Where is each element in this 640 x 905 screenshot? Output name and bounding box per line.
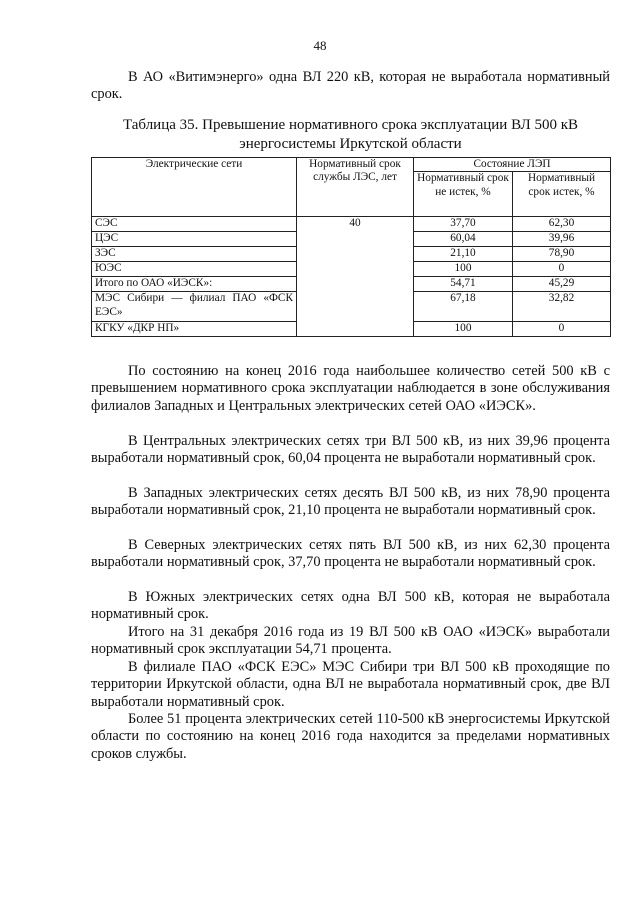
service-life-value: 40	[297, 217, 414, 337]
body-paragraph: В Южных электрических сетях одна ВЛ 500 кВ, которая не выработала нормативный срок.	[91, 589, 610, 623]
row-name: Итого по ОАО «ИЭСК»:	[92, 277, 297, 292]
data-table	[91, 157, 611, 337]
row-not-expired: 60,04	[414, 232, 513, 247]
row-name: МЭС Сибири — филиал ПАО «ФСК ЕЭС»	[92, 292, 297, 322]
row-not-expired: 67,18	[414, 292, 513, 322]
body-paragraph: В Северных электрических сетях пять ВЛ 500 кВ, из них 62,30 процента выработали нормативный срок, 37,70 процента не выработали нормативный срок.	[91, 537, 610, 571]
row-not-expired: 100	[414, 262, 513, 277]
row-expired: 0	[513, 322, 611, 337]
row-not-expired: 21,10	[414, 247, 513, 262]
row-name: ЗЭС	[92, 247, 297, 262]
table-title: Таблица 35. Превышение нормативного срока эксплуатации ВЛ 500 кВ энергосистемы Иркутской области	[122, 117, 578, 152]
body-paragraph: В филиале ПАО «ФСК ЕЭС» МЭС Сибири три ВЛ 500 кВ проходящие по территории Иркутской области, одна ВЛ не выработала нормативный срок, две ВЛ выработали нормативный срок.	[91, 659, 610, 710]
body-paragraph: В Центральных электрических сетях три ВЛ 500 кВ, из них 39,96 процента выработали нормативный срок, 60,04 процента не выработали нормативный срок.	[91, 433, 610, 467]
row-expired: 39,96	[513, 232, 611, 247]
row-name: КГКУ «ДКР НП»	[92, 322, 297, 337]
header-networks: Электрические сети	[92, 158, 297, 217]
body-paragraph: Итого на 31 декабря 2016 года из 19 ВЛ 500 кВ ОАО «ИЭСК» выработали нормативный срок эксплуатации 54,71 процента.	[91, 624, 610, 658]
page-number: 48	[313, 38, 327, 53]
table-row	[92, 217, 611, 232]
header-not-expired: Нормативный срок не истек, %	[414, 172, 513, 217]
row-name: СЭС	[92, 217, 297, 232]
body-paragraph: По состоянию на конец 2016 года наибольшее количество сетей 500 кВ с превышением нормативного срока эксплуатации наблюдается в зоне обслуживания филиалов Западных и Центральных электрических сетей ОАО «ИЭСК».	[91, 363, 610, 414]
body-paragraph: В Западных электрических сетях десять ВЛ 500 кВ, из них 78,90 процента выработали нормативный срок, 21,10 процента не выработали нормативный срок.	[91, 485, 610, 519]
row-expired: 45,29	[513, 277, 611, 292]
row-not-expired: 54,71	[414, 277, 513, 292]
intro-paragraph: В АО «Витимэнерго» одна ВЛ 220 кВ, которая не выработала нормативный срок.	[91, 69, 610, 103]
header-state: Состояние ЛЭП	[414, 158, 611, 172]
row-expired: 0	[513, 262, 611, 277]
header-expired: Нормативный срок истек, %	[513, 172, 611, 217]
row-name: ЦЭС	[92, 232, 297, 247]
body-paragraph: Более 51 процента электрических сетей 110-500 кВ энергосистемы Иркутской области по состоянию на конец 2016 года находится за пределами нормативных сроков службы.	[91, 711, 610, 762]
row-name: ЮЭС	[92, 262, 297, 277]
row-not-expired: 37,70	[414, 217, 513, 232]
row-not-expired: 100	[414, 322, 513, 337]
row-expired: 32,82	[513, 292, 611, 322]
row-expired: 78,90	[513, 247, 611, 262]
header-service-life: Нормативный срок службы ЛЭС, лет	[297, 158, 414, 217]
row-expired: 62,30	[513, 217, 611, 232]
